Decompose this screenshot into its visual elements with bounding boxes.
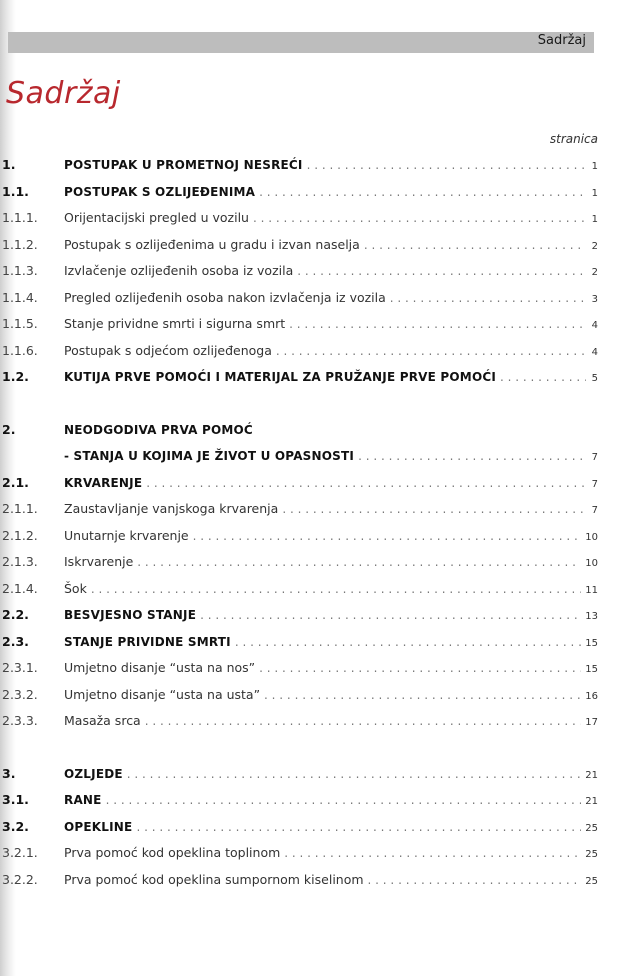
toc-entry-title: POSTUPAK U PROMETNOJ NESREĆI <box>64 158 303 172</box>
toc-entry-number: 3.1. <box>2 792 29 807</box>
toc-entry-number: 2. <box>2 421 16 437</box>
toc-entry-title: BESVJESNO STANJE <box>64 608 197 622</box>
toc-entry-title: OPEKLINE <box>64 819 133 834</box>
toc-entry-title-cell <box>64 602 598 631</box>
toc-entry[interactable] <box>0 417 598 444</box>
toc-entry-title-cell <box>64 338 598 367</box>
toc-entry-title-cell <box>64 364 598 393</box>
section-spacer <box>0 391 598 417</box>
toc-entry-number: 2.1.2. <box>2 527 38 543</box>
toc-entry[interactable] <box>0 629 598 656</box>
toc-entry-title-cell <box>64 232 598 261</box>
toc-entry-title-cell <box>64 523 598 552</box>
toc-entry-title: Izvlačenje ozlijeđenih osoba iz vozila <box>64 263 294 278</box>
toc-entry-page-number: 7 <box>591 452 598 463</box>
toc-entry-title-cell <box>64 867 598 896</box>
toc-entry[interactable] <box>0 576 598 603</box>
toc-entry[interactable] <box>0 708 598 735</box>
toc-entry-title-cell <box>64 152 598 181</box>
dot-leader <box>200 602 581 629</box>
toc-entry-number: 2.1. <box>2 474 29 490</box>
toc-entry-title: STANJE PRIVIDNE SMRTI <box>64 634 231 649</box>
toc-entry-number: 1.2. <box>2 369 29 384</box>
toc-entry[interactable] <box>0 232 598 259</box>
toc-entry-title-cell <box>64 814 598 843</box>
toc-entry-title: Postupak s ozlijeđenima u gradu i izvan naselja <box>64 236 360 252</box>
dot-leader <box>390 285 586 312</box>
toc-entry-page-number: 13 <box>585 611 598 622</box>
toc-entry-title: Masaža srca <box>64 713 141 728</box>
toc-entry-page-number: 25 <box>585 875 598 887</box>
toc-entry-number: 2.1.3. <box>2 554 38 569</box>
dot-leader <box>500 364 586 391</box>
toc-entry-page-number: 1 <box>591 161 598 172</box>
toc-entry-number: 2.2. <box>2 607 29 622</box>
toc-entry-title-cell <box>64 761 598 790</box>
toc-entry-title-cell <box>64 708 598 737</box>
toc-entry-page-number: 7 <box>591 478 598 490</box>
dot-leader <box>136 814 581 841</box>
dot-leader <box>364 232 586 259</box>
toc-entry-number: 1.1. <box>2 183 29 199</box>
toc-entry-title-cell <box>64 655 598 684</box>
toc-entry-title-cell <box>64 549 598 578</box>
toc-entry-title: Unutarnje krvarenje <box>64 527 189 543</box>
toc-entry-page-number: 15 <box>585 637 598 649</box>
toc-entry[interactable] <box>0 496 598 523</box>
toc-entry[interactable] <box>0 338 598 365</box>
toc-entry-number: 2.3.1. <box>2 660 38 675</box>
dot-leader <box>289 311 586 338</box>
toc-entry-title: Šok <box>64 580 87 596</box>
toc-entry[interactable] <box>0 602 598 629</box>
toc-entry-page-number: 4 <box>591 320 598 331</box>
toc-entry-page-number: 4 <box>591 346 598 358</box>
toc-entry-page-number: 10 <box>585 531 598 543</box>
dot-leader <box>106 787 582 814</box>
running-header <box>8 32 594 53</box>
dot-leader <box>91 576 581 603</box>
toc-entry-number: 3.2.1. <box>2 845 38 860</box>
dot-leader <box>193 523 582 550</box>
toc-entry[interactable] <box>0 549 598 576</box>
toc-entry[interactable] <box>0 470 598 497</box>
toc-entry-number: 1.1.5. <box>2 316 38 331</box>
toc-entry-title: Prva pomoć kod opeklina sumpornom kiselinom <box>64 871 364 887</box>
toc-entry-title-cell <box>64 470 598 499</box>
toc-entry-title: Orijentacijski pregled u vozilu <box>64 210 249 225</box>
toc-entry-number: 1.1.4. <box>2 289 38 305</box>
toc-entry-title-cell <box>64 682 598 711</box>
toc-entry-title: Umjetno disanje “usta na nos” <box>64 660 256 675</box>
toc-entry-page-number: 2 <box>591 240 598 252</box>
toc-entry-title: - STANJA U KOJIMA JE ŽIVOT U OPASNOSTI <box>64 449 355 463</box>
toc-entry[interactable] <box>0 443 598 470</box>
toc-entry-page-number: 2 <box>591 267 598 278</box>
toc-entry[interactable] <box>0 761 598 788</box>
toc-entry-title: Prva pomoć kod opeklina toplinom <box>64 845 281 860</box>
toc-entry-page-number: 21 <box>585 796 598 807</box>
section-spacer <box>0 735 598 761</box>
toc-entry-page-number: 1 <box>591 214 598 225</box>
dot-leader <box>264 682 581 709</box>
toc-entry-title-cell <box>64 417 598 444</box>
toc-entry-title-cell <box>64 840 598 869</box>
dot-leader <box>297 258 586 285</box>
toc-entry-title: Postupak s odjećom ozlijeđenoga <box>64 342 272 358</box>
toc-entry-title-cell <box>64 443 598 472</box>
toc-entry-title: Pregled ozlijeđenih osoba nakon izvlačenja iz vozila <box>64 289 386 305</box>
toc-entry-number: 1. <box>2 157 16 172</box>
toc-entry[interactable] <box>0 152 598 179</box>
toc-entry-number: 3. <box>2 765 16 781</box>
toc-entry-title: Umjetno disanje “usta na usta” <box>64 686 261 702</box>
toc-entry-title-cell <box>64 179 598 208</box>
toc-entry-title: RANE <box>64 793 102 807</box>
toc-entry-title-cell <box>64 629 598 658</box>
toc-entry-title: Stanje prividne smrti i sigurna smrt <box>64 316 286 331</box>
toc-entry-number: 2.1.4. <box>2 580 38 596</box>
toc-entry-page-number: 25 <box>585 822 598 834</box>
toc-entry[interactable] <box>0 285 598 312</box>
toc-entry-title: KUTIJA PRVE POMOĆI I MATERIJAL ZA PRUŽANJE PRVE POMOĆI <box>64 370 497 384</box>
toc-entry-title-cell <box>64 205 598 234</box>
toc-entry[interactable] <box>0 205 598 232</box>
toc-entry-title: KRVARENJE <box>64 475 143 490</box>
toc-entry-title: OZLJEDE <box>64 766 123 781</box>
toc-entry-number: 2.3.2. <box>2 686 38 702</box>
dot-leader <box>276 338 586 365</box>
toc-entry-number: 2.1.1. <box>2 501 38 516</box>
toc-entry-page-number: 1 <box>591 187 598 199</box>
dot-leader <box>127 761 581 788</box>
toc-entry-page-number: 10 <box>585 558 598 569</box>
toc-entry-number: 1.1.2. <box>2 236 38 252</box>
toc-entry-number: 1.1.3. <box>2 263 38 278</box>
dot-leader <box>145 708 582 735</box>
toc-entry-number: 3.2.2. <box>2 871 38 887</box>
dot-leader <box>259 179 586 206</box>
dot-leader <box>282 496 586 523</box>
toc-entry[interactable] <box>0 258 598 285</box>
page-title: Sadržaj <box>6 76 121 111</box>
toc-entry-title: Zaustavljanje vanjskoga krvarenja <box>64 501 279 516</box>
toc-entry-title-cell <box>64 787 598 816</box>
toc-entry-title: Iskrvarenje <box>64 554 134 569</box>
toc-entry-page-number: 17 <box>585 717 598 728</box>
toc-entry[interactable] <box>0 311 598 338</box>
running-header-label: Sadržaj <box>537 33 586 48</box>
toc-entry-page-number: 7 <box>591 505 598 516</box>
toc-entry[interactable] <box>0 523 598 550</box>
toc-entry-title-cell <box>64 496 598 525</box>
table-of-contents <box>0 152 598 893</box>
toc-entry[interactable] <box>0 655 598 682</box>
toc-entry-page-number: 5 <box>591 373 598 384</box>
toc-entry-number: 1.1.6. <box>2 342 38 358</box>
toc-entry-title-cell <box>64 285 598 314</box>
dot-leader <box>146 470 586 497</box>
toc-entry-number: 2.3.3. <box>2 713 38 728</box>
toc-entry-title-cell <box>64 576 598 605</box>
toc-entry-title-cell <box>64 258 598 287</box>
toc-entry[interactable] <box>0 179 598 206</box>
page-column-label: stranica <box>549 132 598 146</box>
toc-entry-number: 2.3. <box>2 633 29 649</box>
toc-entry-page-number: 16 <box>585 690 598 702</box>
toc-entry[interactable] <box>0 867 598 894</box>
toc-entry[interactable] <box>0 364 598 391</box>
dot-leader <box>235 629 581 656</box>
toc-entry-title-cell <box>64 311 598 340</box>
toc-entry-page-number: 21 <box>585 769 598 781</box>
dot-leader <box>307 152 586 179</box>
toc-entry-page-number: 15 <box>585 664 598 675</box>
toc-entry[interactable] <box>0 787 598 814</box>
toc-entry-page-number: 25 <box>585 849 598 860</box>
dot-leader <box>368 867 582 894</box>
toc-entry-number: 3.2. <box>2 818 29 834</box>
dot-leader <box>259 655 581 682</box>
toc-entry[interactable] <box>0 682 598 709</box>
dot-leader <box>284 840 581 867</box>
toc-entry-page-number: 3 <box>591 293 598 305</box>
dot-leader <box>358 443 586 470</box>
toc-entry-page-number: 11 <box>585 584 598 596</box>
dot-leader <box>253 205 586 232</box>
toc-entry[interactable] <box>0 840 598 867</box>
toc-entry[interactable] <box>0 814 598 841</box>
toc-entry-title: NEODGODIVA PRVA POMOĆ <box>64 422 253 437</box>
toc-entry-title: POSTUPAK S OZLIJEĐENIMA <box>64 184 256 199</box>
toc-entry-number: 1.1.1. <box>2 210 38 225</box>
dot-leader <box>137 549 581 576</box>
